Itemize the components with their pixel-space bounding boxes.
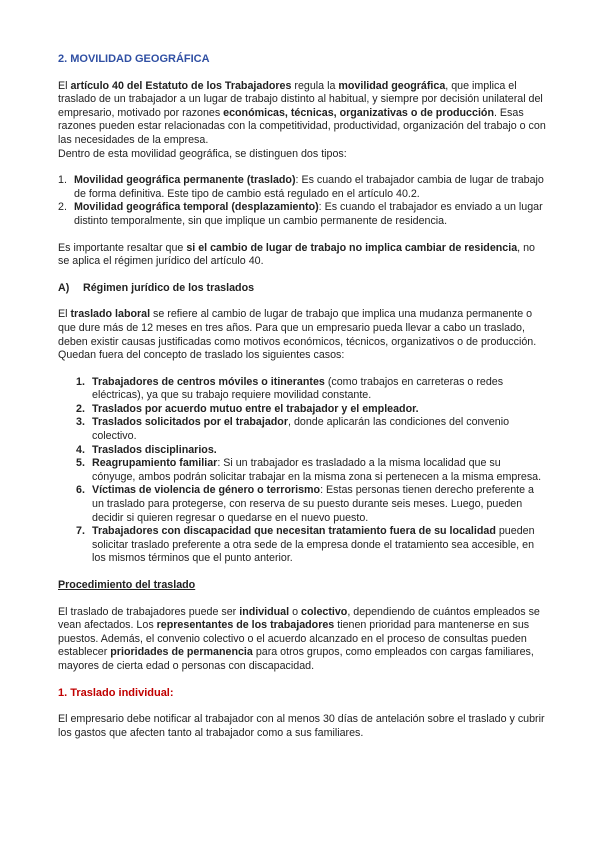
bold-text-run: Traslados disciplinarios. xyxy=(92,443,217,456)
list-item-text xyxy=(92,484,534,523)
bold-text-run: movilidad geográfica xyxy=(338,79,446,92)
regimen-title: Régimen jurídico de los traslados xyxy=(83,281,255,294)
list-item-text xyxy=(92,457,541,483)
bold-text-run: colectivo xyxy=(301,605,348,618)
bold-text-run: Movilidad geográfica permanente (traslado) xyxy=(74,174,296,187)
list-item-text xyxy=(92,376,503,402)
text-run: o xyxy=(289,605,301,618)
list-item-text xyxy=(92,525,535,564)
list-item xyxy=(58,174,546,201)
list-item xyxy=(58,444,546,458)
list-item-number: 4. xyxy=(76,443,85,456)
text-run: se refiere al cambio de lugar de trabajo que implica una mudanza permanente o que dure más de 12 meses en tres años. Para que un empresario pueda llevar a cabo un traslado, deben existir causas justificadas como motivos económicos, técnicos, organizativos o de producción. Quedan fuera del concepto de traslado los siguientes casos: xyxy=(58,308,537,362)
text-run: (como trabajos en carreteras o redes eléctricas), ya que su trabajo requiere movilidad constante. xyxy=(92,375,504,402)
bold-text-run: Traslados por acuerdo mutuo entre el trabajador y el empleador. xyxy=(92,402,419,415)
intro-types-lead: Dentro de esta movilidad geográfica, se distinguen dos tipos: xyxy=(58,147,347,160)
text-run: para otros grupos, como empleados con cargas familiares, mayores de cierta edad o personas con discapacidad. xyxy=(58,646,534,672)
text-run: : Es cuando el trabajador es enviado a un lugar distinto temporalmente, sin que implique un cambio permanente de residencia. xyxy=(74,201,543,227)
list-item-text xyxy=(74,174,544,200)
regimen-paragraph xyxy=(58,308,546,362)
list-item xyxy=(58,416,546,443)
text-run: , donde aplicarán las condiciones del convenio colectivo. xyxy=(92,416,510,443)
regimen-heading xyxy=(58,282,546,296)
bold-text-run: Trabajadores con discapacidad que necesitan tratamiento fuera de su localidad xyxy=(92,525,496,538)
bold-text-run: económicas, técnicas, organizativas o de producción xyxy=(223,106,494,119)
bold-text-run: traslado laboral xyxy=(70,308,151,321)
residence-note xyxy=(58,242,546,269)
list-item-text xyxy=(92,444,217,456)
list-item-number: 3. xyxy=(76,416,85,429)
bold-text-run: Reagrupamiento familiar xyxy=(92,457,218,470)
procedure-heading: Procedimiento del traslado xyxy=(58,579,196,591)
list-item-number: 2. xyxy=(58,201,67,214)
text-run: : Es cuando el trabajador cambia de lugar de trabajo de forma definitiva. Este tipo de cambio está regulado en el artículo 40.2. xyxy=(74,174,544,200)
list-item xyxy=(58,201,546,228)
movility-types-list xyxy=(58,174,546,228)
list-item-text xyxy=(92,416,509,442)
procedure-paragraph xyxy=(58,606,546,674)
list-item-text xyxy=(74,201,543,227)
text-run: El traslado de trabajadores puede ser xyxy=(58,605,240,618)
document-page xyxy=(58,53,546,740)
text-run: , no se aplica el régimen jurídico del artículo 40. xyxy=(58,241,535,268)
list-item-number: 2. xyxy=(76,402,85,415)
text-run: , que implica el traslado de un trabajador a un lugar de trabajo distinto al habitual, y siempre por decisión unilateral del empresario, motivado por razones xyxy=(58,79,543,119)
bold-text-run: individual xyxy=(239,605,290,618)
bold-text-run: Traslados solicitados por el trabajador xyxy=(92,416,288,429)
list-item-number: 1. xyxy=(58,174,67,187)
list-item-number: 1. xyxy=(76,375,85,388)
list-item xyxy=(58,525,546,566)
list-item-number: 5. xyxy=(76,457,85,470)
text-run: tienen prioridad para mantenerse en sus puestos. Además, el convenio colectivo o el acuerdo alcanzado en el proceso de consultas pueden establecer xyxy=(58,619,530,659)
text-run: El xyxy=(58,308,71,321)
bold-text-run: Trabajadores de centros móviles o itinerantes xyxy=(92,375,325,388)
individual-heading: 1. Traslado individual: xyxy=(58,686,174,699)
bold-text-run: representantes de los trabajadores xyxy=(156,619,335,632)
bold-text-run: Víctimas de violencia de género o terrorismo xyxy=(92,484,321,497)
intro-paragraph xyxy=(58,80,546,148)
list-item-number: 6. xyxy=(76,484,85,497)
text-run: . Esas razones pueden estar relacionadas con la competitividad, productividad, organización del trabajo o con las necesidades de la empresa. xyxy=(58,106,546,146)
text-run: regula la xyxy=(291,79,339,92)
list-item xyxy=(58,376,546,403)
list-item-text xyxy=(92,403,419,415)
text-run: El xyxy=(58,79,71,92)
text-run: , dependiendo de cuántos empleados se vean afectados. Los xyxy=(58,605,540,632)
list-item xyxy=(58,403,546,417)
individual-paragraph: El empresario debe notificar al trabajador con al menos 30 días de antelación sobre el traslado y cubrir los gastos que afecten tanto al trabajador como a sus familiares. xyxy=(58,713,545,739)
text-run: : Si un trabajador es trasladado a la misma localidad que su cónyuge, ambos podrán solicitar trabajar en la misma zona si pertenecen a la misma empresa. xyxy=(92,457,542,483)
list-item xyxy=(58,484,546,525)
excluded-cases-list xyxy=(58,376,546,566)
text-run: pueden solicitar traslado preferente a otra sede de la empresa donde el tratamiento sea accesible, en los mismos términos que el punto anterior. xyxy=(92,525,535,565)
section-title: 2. MOVILIDAD GEOGRÁFICA xyxy=(58,53,210,65)
list-item xyxy=(58,457,546,484)
text-run: Es importante resaltar que xyxy=(58,241,187,254)
list-item-number: 7. xyxy=(76,525,85,538)
bold-text-run: Movilidad geográfica temporal (desplazamiento) xyxy=(74,201,319,214)
bold-text-run: artículo 40 del Estatuto de los Trabajadores xyxy=(70,79,292,92)
regimen-letter: A) xyxy=(58,281,70,294)
bold-text-run: prioridades de permanencia xyxy=(110,646,253,659)
text-run: : Estas personas tienen derecho preferente a un traslado para protegerse, con reserva de su puesto durante seis meses. Luego, pueden decidir si quieren regresar o quedarse en el nuevo puesto. xyxy=(92,484,534,524)
bold-text-run: si el cambio de lugar de trabajo no implica cambiar de residencia xyxy=(186,241,518,254)
